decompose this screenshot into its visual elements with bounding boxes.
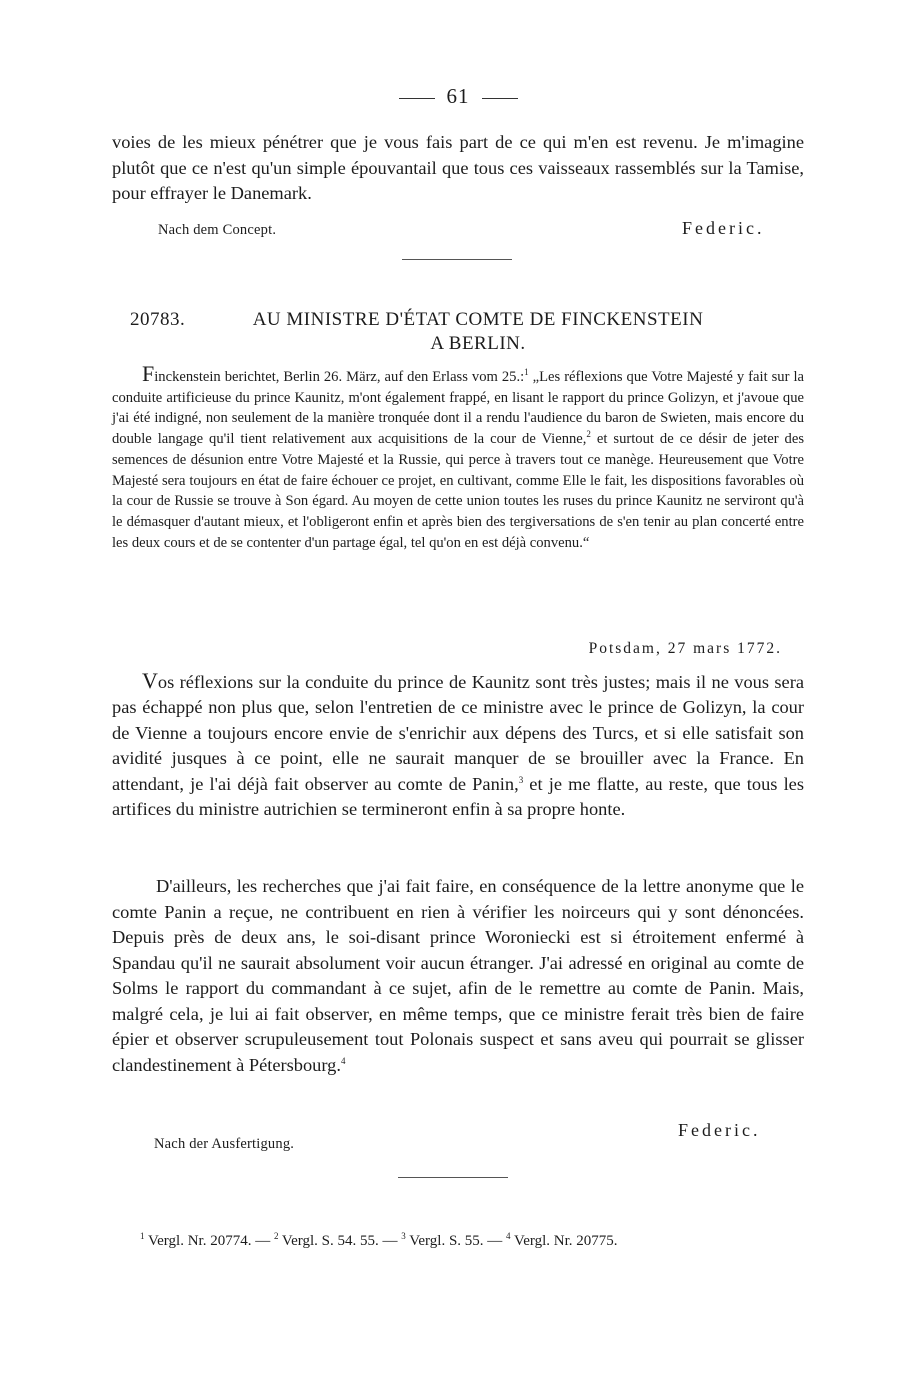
letter-heading-line-1: AU MINISTRE D'ÉTAT COMTE DE FINCKENSTEIN — [252, 309, 704, 330]
letter-heading-line-2: A BERLIN. — [430, 333, 526, 354]
page-number-dash-right — [482, 98, 518, 99]
report-intro: inckenstein berichtet, Berlin 26. März, auf den Erlass vom 25.: — [154, 369, 525, 385]
letter-initial: V — [142, 668, 158, 693]
page-number-dash-left — [399, 98, 435, 99]
report-initial: F — [142, 361, 155, 386]
footnote-2-mark: 2 — [273, 1231, 279, 1241]
signature-federic-2: Federic. — [678, 1120, 761, 1140]
report-summary — [112, 361, 804, 553]
page-number-text: 61 — [446, 84, 470, 108]
source-note-ausfertigung: Nach der Ausfertigung. — [154, 1136, 295, 1152]
footnote-1-mark: 1 — [140, 1231, 145, 1241]
section-divider-1 — [402, 259, 512, 260]
report-quote-a: „Les réflexions que Votre Majesté y fait sur la conduite artificieuse du prince Kaunitz, m'ont également frappé, en lisant le rapport du prince Golizyn, et j'avoue que j'ai été indigné, non seulement de la manière tronquée dont il a rendu l'audience du baron de Swieten, mais encore du double langage qu'il tient relativement aux acquisitions de la cour de Vienne, — [112, 369, 804, 448]
letter-body — [112, 668, 804, 824]
letter-heading — [112, 308, 804, 356]
footnotes — [112, 1230, 804, 1252]
letter-p2-text: D'ailleurs, les recherches que j'ai fait faire, en conséquence de la lettre anonyme que le comte Panin a reçue, ne contribuent en rien à vérifier les noirceurs qui y sont dénoncées. Depuis près de deux ans, le soi-disant prince Woroniecki est si étroitement enfermé à Spandau qu'il ne saurait absolument voir aucun étranger. J'ai adressé en original au comte de Solms le rapport du commandant à ce sujet, afin de le remettre au comte de Panin. Mais, malgré cela, je lui ai fait observer, en même temps, que ce ministre ferait très bien de faire épier et observer scrupuleusement tout Polonais suspect et sans aveu qui pourrait se glisser clandestinement à Pétersbourg. — [112, 876, 804, 1075]
letter-number: 20783. — [130, 309, 186, 330]
footnote-3-mark: 3 — [401, 1231, 406, 1241]
source-note-concept: Nach dem Concept. — [158, 222, 277, 238]
footnote-mark-3: 3 — [518, 774, 524, 785]
footnote-3-text: Vergl. S. 55. — — [405, 1233, 507, 1249]
footnote-mark-2: 2 — [586, 429, 591, 440]
section-divider-2 — [398, 1177, 508, 1178]
footnote-4-text: Vergl. Nr. 20775. — [510, 1233, 618, 1249]
report-quote-b: et surtout de ce désir de jeter des semences de désunion entre Votre Majesté et la Russie, qui perce à travers tout ce manège. Heureusement que Votre Majesté sera toujours en état de faire échouer ce projet, en cultivant, comme Elle le fait, les dispositions favorables où la cour de Russie se trouve à Son égard. Au moyen de cette union toutes les ruses du prince Kaunitz ne serviront qu'à le démasquer d'autant mieux, et l'obligeront enfin et après bien des tergiversations de s'en tenir au plan concerté entre les deux cours et de se contenter d'un partage égal, tel qu'on en est déjà convenu.“ — [112, 431, 804, 551]
letter-p1-text-a: os réflexions sur la conduite du prince de Kaunitz sont très justes; mais il ne vous sera pas échappé non plus que, selon l'entretien de ce ministre avec le prince de Golizyn, la cour de Vienne a toujours encore envie de s'enrichir aux dépens des Turcs, et si elle satisfait son avidité jusques à ce point, elle ne saurait manquer de se brouiller avec la France. En attendant, je l'ai déjà fait observer au comte de Panin, — [112, 672, 804, 794]
footnote-mark-4: 4 — [340, 1055, 346, 1066]
dateline: Potsdam, 27 mars 1772. — [588, 640, 782, 657]
footnote-1-text: Vergl. Nr. 20774. — — [144, 1233, 274, 1249]
letter-p1-text-b: et je me flatte, au reste, que tous les artifices du ministre autrichien se termineront enfin à sa propre honte. — [112, 773, 804, 820]
letter-paragraph-1 — [112, 668, 804, 822]
letter-paragraph-2 — [112, 874, 804, 1078]
page-number — [112, 84, 804, 109]
footnote-4-mark: 4 — [506, 1231, 511, 1241]
signature-federic-1: Federic. — [682, 218, 765, 238]
footnote-2-text: Vergl. S. 54. 55. — — [278, 1233, 402, 1249]
footnote-mark-1: 1 — [524, 367, 529, 378]
continuation-paragraph: voies de les mieux pénétrer que je vous fais part de ce qui m'en est revenu. Je m'imagine plutôt que ce n'est qu'un simple épouvantail que tous ces vaisseaux rassemblés sur la Tamise, pour effrayer le Danemark. — [112, 132, 804, 203]
